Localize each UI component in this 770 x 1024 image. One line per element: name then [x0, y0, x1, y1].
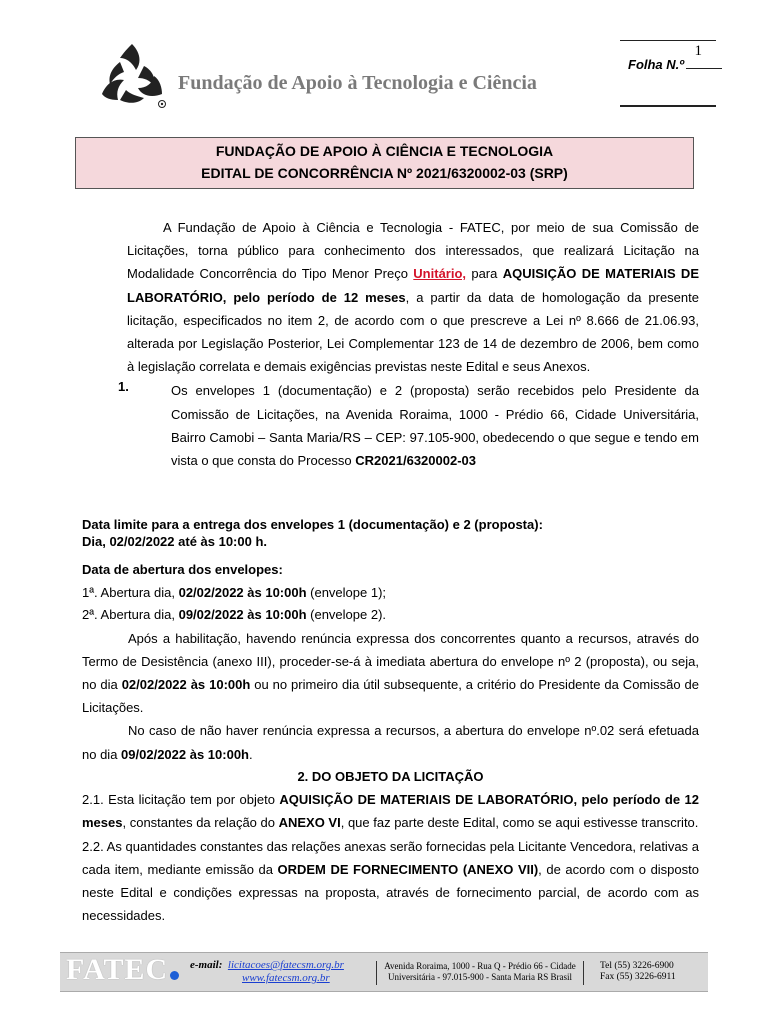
s21-text-c: , que faz parte deste Edital, como se aqui estivesse transcrito.: [340, 815, 699, 831]
deadline-section: [82, 516, 699, 550]
email-link[interactable]: licitacoes@fatecsm.org.br: [227, 959, 344, 971]
habilitation-text-a: Após a habilitação, havendo renúncia expressa dos concorrentes quanto a recursos, através do Termo de Desistência (anexo III), proceder-se-á à imediata abertura do envelope nº 2 (proposta), ou seja, no dia: [82, 630, 699, 692]
page-header: [0, 0, 770, 130]
first-opening-label: 1ª. Abertura dia,: [82, 584, 179, 600]
no-waiver-text-b: .: [248, 746, 253, 762]
document-title-box: [75, 137, 694, 189]
unitario-highlight: Unitário,: [413, 266, 467, 282]
contact-links: [190, 959, 344, 985]
second-opening-label: 2ª. Abertura dia,: [82, 607, 179, 622]
address-line-2: Universitária - 97.015-900 - Santa Maria RS Brasil: [388, 972, 572, 982]
opening-section: [82, 559, 699, 927]
page-number-stamp: [620, 40, 716, 107]
s22-text-a: 2.2. As quantidades constantes das relações anexas serão fornecidas pela Licitante Vencedora, relativas a cada item, mediante emissão da: [82, 838, 699, 877]
address-line-1: Avenida Roraima, 1000 - Rua Q - Prédio 66 - Cidade: [384, 961, 576, 971]
intro-paragraph: [127, 216, 699, 378]
section-2-heading: 2. DO OBJETO DA LICITAÇÃO: [297, 768, 484, 784]
s21-text-b: , constantes da relação do: [122, 815, 279, 831]
organization-name: Fundação de Apoio à Tecnologia e Ciência: [178, 72, 537, 94]
email-label: e-mail:: [190, 959, 223, 971]
page-number: 1: [694, 43, 702, 59]
first-opening-date: 02/02/2022 às 10:00h: [178, 584, 307, 600]
item-1: [118, 379, 699, 472]
title-line-1: FUNDAÇÃO DE APOIO À CIÊNCIA E TECNOLOGIA: [215, 143, 554, 159]
no-waiver-text-a: No caso de não haver renúncia expressa a recursos, a abertura do envelope nº.02 será efetuada no dia: [82, 723, 699, 762]
section-2-2: [82, 835, 699, 928]
second-opening-date: 09/02/2022 às 10:00h: [178, 607, 307, 622]
intro-text-a: A Fundação de Apoio à Ciência e Tecnologia - FATEC, por meio de sua Comissão de Licitações, torna público para conhecimento dos interessados, que realizará Licitação na Modalidade Concorrência do Tipo Menor Preço: [127, 220, 699, 282]
s21-object: AQUISIÇÃO DE MATERIAIS DE LABORATÓRIO, pelo período de 12 meses: [82, 792, 700, 831]
title-line-2: EDITAL DE CONCORRÊNCIA Nº 2021/6320002-03 (SRP): [201, 165, 568, 181]
item-1-text: [171, 379, 699, 472]
footer-address: [376, 961, 584, 985]
deadline-line-2: Dia, 02/02/2022 até às 10:00 h.: [82, 534, 268, 549]
s21-text-a: 2.1. Esta licitação tem por objeto: [82, 792, 280, 808]
fax-number: Fax (55) 3226-6911: [600, 972, 676, 982]
habilitation-paragraph: [82, 627, 699, 720]
phone-number: Tel (55) 3226-6900: [600, 961, 674, 971]
no-waiver-date: 09/02/2022 às 10:00h: [121, 746, 249, 762]
registered-mark-icon: [170, 971, 179, 980]
habilitation-date: 02/02/2022 às 10:00h: [121, 676, 251, 692]
section-2-1: [82, 788, 699, 834]
website-link[interactable]: www.fatecsm.org.br: [242, 972, 330, 984]
item-1-body: Os envelopes 1 (documentação) e 2 (proposta) serão recebidos pelo Presidente da Comissão de Licitações, na Avenida Roraima, 1000 - Prédio 66, Cidade Universitária, Bairro Camobi – Santa Maria/RS – CEP: 97.105-900, obedecendo o que segue e tendo em vista o que consta do Processo: [171, 383, 699, 469]
second-opening: [82, 604, 699, 627]
object-bold: AQUISIÇÃO DE MATERIAIS DE LABORATÓRIO, pelo período de 12 meses: [127, 266, 699, 305]
stamp-label: Folha N.º: [628, 57, 722, 72]
first-opening: [82, 582, 699, 605]
s21-annex: ANEXO VI: [278, 815, 341, 831]
s22-text-b: , de acordo com o disposto neste Edital e condições expressas na proposta, através de fornecimento parcial, de acordo com as necessidades.: [82, 861, 699, 924]
item-1-number: 1.: [118, 379, 129, 395]
opening-heading: Data de abertura dos envelopes:: [82, 562, 283, 577]
first-opening-envelope: (envelope 1);: [306, 584, 387, 600]
process-number: CR2021/6320002-03: [355, 453, 476, 469]
intro-text-c: , a partir da data de homologação da presente licitação, especificados no item 2, de acordo com o que prescreve a Lei nº 8.666 de 21.06.93, alterada por Legislação Posterior, Lei Complementar 123 de 14 de dezembro de 2006, bem como à legislação correlata e demais exigências previstas neste Edital e seus Anexos.: [127, 289, 699, 375]
fatec-emblem-icon: [96, 42, 168, 108]
footer-phones: [600, 961, 676, 983]
intro-text-b: para: [466, 266, 503, 282]
page-footer: [60, 952, 708, 992]
intro-section: [82, 216, 699, 472]
second-opening-envelope: (envelope 2).: [306, 607, 387, 622]
s22-order: ORDEM DE FORNECIMENTO (ANEXO VII): [277, 861, 539, 877]
habilitation-text-b: ou no primeiro dia útil subsequente, a critério do Presidente da Comissão de Licitações.: [82, 676, 700, 716]
no-waiver-paragraph: [82, 719, 699, 765]
deadline-line-1: Data limite para a entrega dos envelopes 1 (documentação) e 2 (proposta):: [82, 517, 543, 532]
fatec-footer-logo: FATEC: [66, 953, 169, 986]
